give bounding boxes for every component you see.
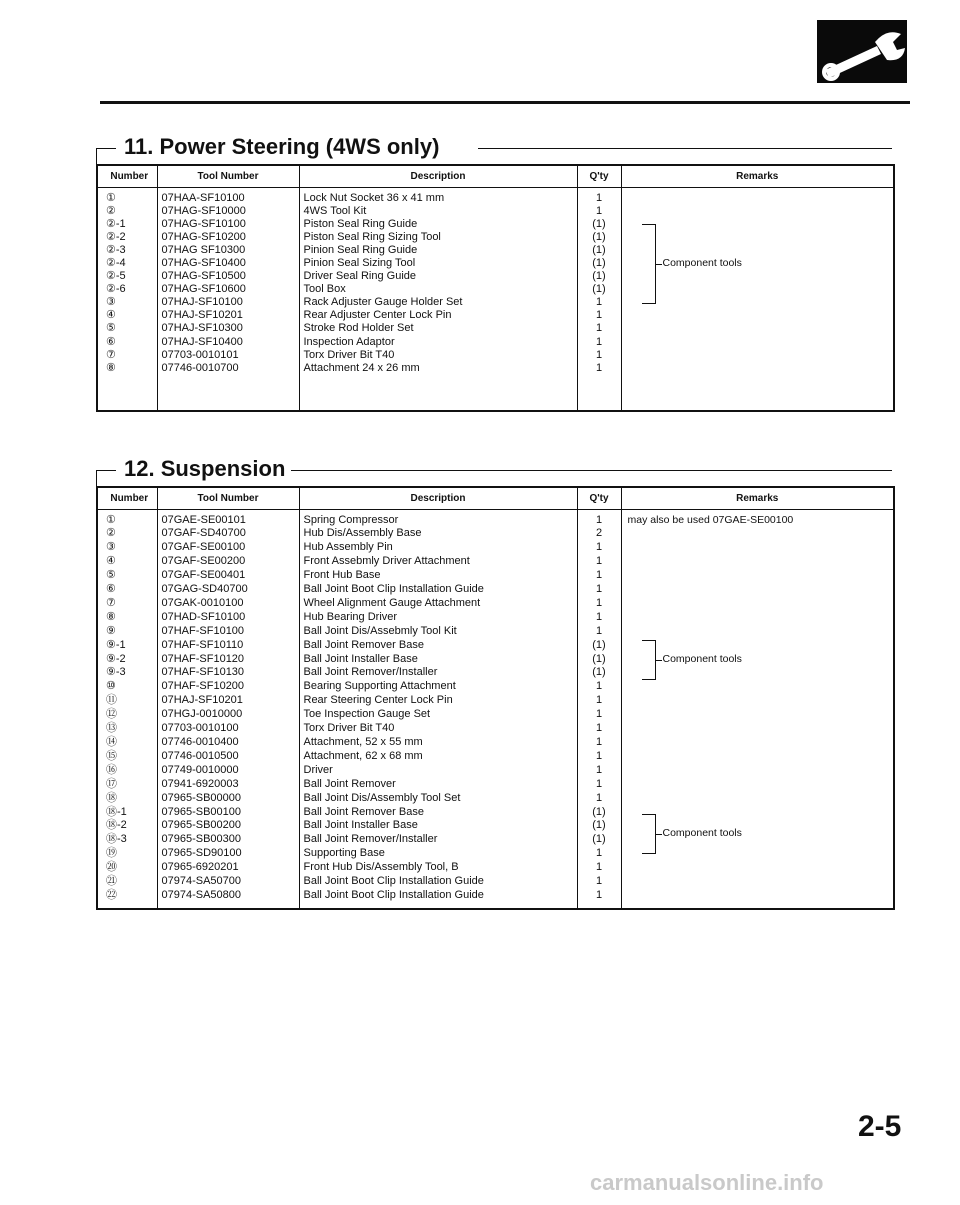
wrench-icon	[817, 20, 907, 83]
header-rule	[100, 101, 910, 104]
item-numbers: ① ② ③ ④ ⑤ ⑥ ⑦ ⑧ ⑨ ⑨-1 ⑨-2 ⑨-3 ⑩ ⑪ ⑫ ⑬ ⑭ ⑮ ⑯ ⑰ ⑱ ⑱-1 ⑱-2 ⑱-3 ⑲ ⑳ ㉑ ㉒	[106, 513, 127, 901]
page-number: 2-5	[858, 1110, 902, 1143]
descriptions: Lock Nut Socket 36 x 41 mm 4WS Tool Kit Piston Seal Ring Guide Piston Seal Ring Sizing Tool Pinion Seal Ring Guide Pinion Seal Sizing Tool Driver Seal Ring Guide Tool Box Rack Adjuster Gauge Holder Set Rear Adjuster Center Lock Pin Stroke Rod Holder Set Inspection Adaptor Torx Driver Bit T40 Attachment 24 x 26 mm	[303, 191, 463, 374]
column-header-tool-number: Tool Number	[157, 487, 299, 509]
table-header-row	[97, 487, 894, 509]
quantities: 1 1 (1) (1) (1) (1) (1) (1) 1 1 1 1 1 1	[592, 191, 606, 374]
remark-component-tools: Component tools	[662, 256, 742, 269]
section-12-rule-right	[288, 470, 892, 471]
component-bracket-b-tick	[656, 834, 662, 835]
component-bracket-a-tick	[656, 660, 662, 661]
column-header-qty: Q'ty	[577, 487, 621, 509]
component-bracket-b	[642, 814, 656, 854]
suspension-table	[96, 486, 895, 910]
column-header-number: Number	[97, 487, 157, 509]
tool-numbers: 07HAA-SF10100 07HAG-SF10000 07HAG-SF10100 07HAG-SF10200 07HAG SF10300 07HAG-SF10400 07HAG-SF10500 07HAG-SF10600 07HAJ-SF10100 07HAJ-SF10201 07HAJ-SF10300 07HAJ-SF10400 07703-0010101 07746-0010700	[161, 191, 246, 374]
table-header-row	[97, 165, 894, 187]
section-12-rule-left	[96, 470, 116, 471]
component-bracket-a	[642, 640, 656, 680]
column-header-remarks: Remarks	[621, 165, 894, 187]
section-12-bracket	[96, 470, 97, 486]
column-header-remarks: Remarks	[621, 487, 894, 509]
section-11-rule-right	[478, 148, 892, 149]
component-bracket-tick	[656, 264, 662, 265]
remark-also-used: may also be used 07GAE-SE00100	[627, 513, 794, 526]
table-body-row	[97, 509, 894, 909]
tool-numbers: 07GAE-SE00101 07GAF-SD40700 07GAF-SE00100 07GAF-SE00200 07GAF-SE00401 07GAG-SD40700 07GAK-0010100 07HAD-SF10100 07HAF-SF10100 07HAF-SF10110 07HAF-SF10120 07HAF-SF10130 07HAF-SF10200 07HAJ-SF10201 07HGJ-0010000 07703-0010100 07746-0010400 07746-0010500 07749-0010000 07941-6920003 07965-SB00000 07965-SB00100 07965-SB00200 07965-SB00300 07965-SD90100 07965-6920201 07974-SA50700 07974-SA50800	[161, 513, 248, 901]
watermark: carmanualsonline.info	[590, 1170, 824, 1195]
remarks-cell	[621, 187, 894, 411]
column-header-description: Description	[299, 165, 577, 187]
remark-component-tools-b: Component tools	[662, 826, 742, 839]
item-numbers: ① ② ②-1 ②-2 ②-3 ②-4 ②-5 ②-6 ③ ④ ⑤ ⑥ ⑦ ⑧	[106, 191, 126, 374]
section-12-title: 12. Suspension	[118, 456, 291, 482]
column-header-qty: Q'ty	[577, 165, 621, 187]
column-header-tool-number: Tool Number	[157, 165, 299, 187]
remarks-cell	[621, 509, 894, 909]
column-header-number: Number	[97, 165, 157, 187]
remark-component-tools-a: Component tools	[662, 652, 742, 665]
table-body-row	[97, 187, 894, 411]
section-11-rule-left	[96, 148, 116, 149]
component-bracket	[642, 224, 656, 304]
power-steering-table	[96, 164, 895, 412]
quantities: 1 2 1 1 1 1 1 1 1 (1) (1) (1) 1 1 1 1 1 1 1 1 1 (1) (1) (1) 1 1 1 1	[592, 513, 606, 901]
descriptions: Spring Compressor Hub Dis/Assembly Base Hub Assembly Pin Front Assebmly Driver Attachment Front Hub Base Ball Joint Boot Clip Installation Guide Wheel Alignment Gauge Attachment Hub Bearing Driver Ball Joint Dis/Assebmly Tool Kit Ball Joint Remover Base Ball Joint Installer Base Ball Joint Remover/Installer Bearing Supporting Attachment Rear Steering Center Lock Pin Toe Inspection Gauge Set Torx Driver Bit T40 Attachment, 52 x 55 mm Attachment, 62 x 68 mm Driver Ball Joint Remover Ball Joint Dis/Assembly Tool Set Ball Joint Remover Base Ball Joint Installer Base Ball Joint Remover/Installer Supporting Base Front Hub Dis/Assembly Tool, B Ball Joint Boot Clip Installation Guide Ball Joint Boot Clip Installation Guide	[303, 513, 484, 901]
column-header-description: Description	[299, 487, 577, 509]
section-11-bracket	[96, 148, 97, 164]
section-11-title: 11. Power Steering (4WS only)	[118, 134, 445, 160]
